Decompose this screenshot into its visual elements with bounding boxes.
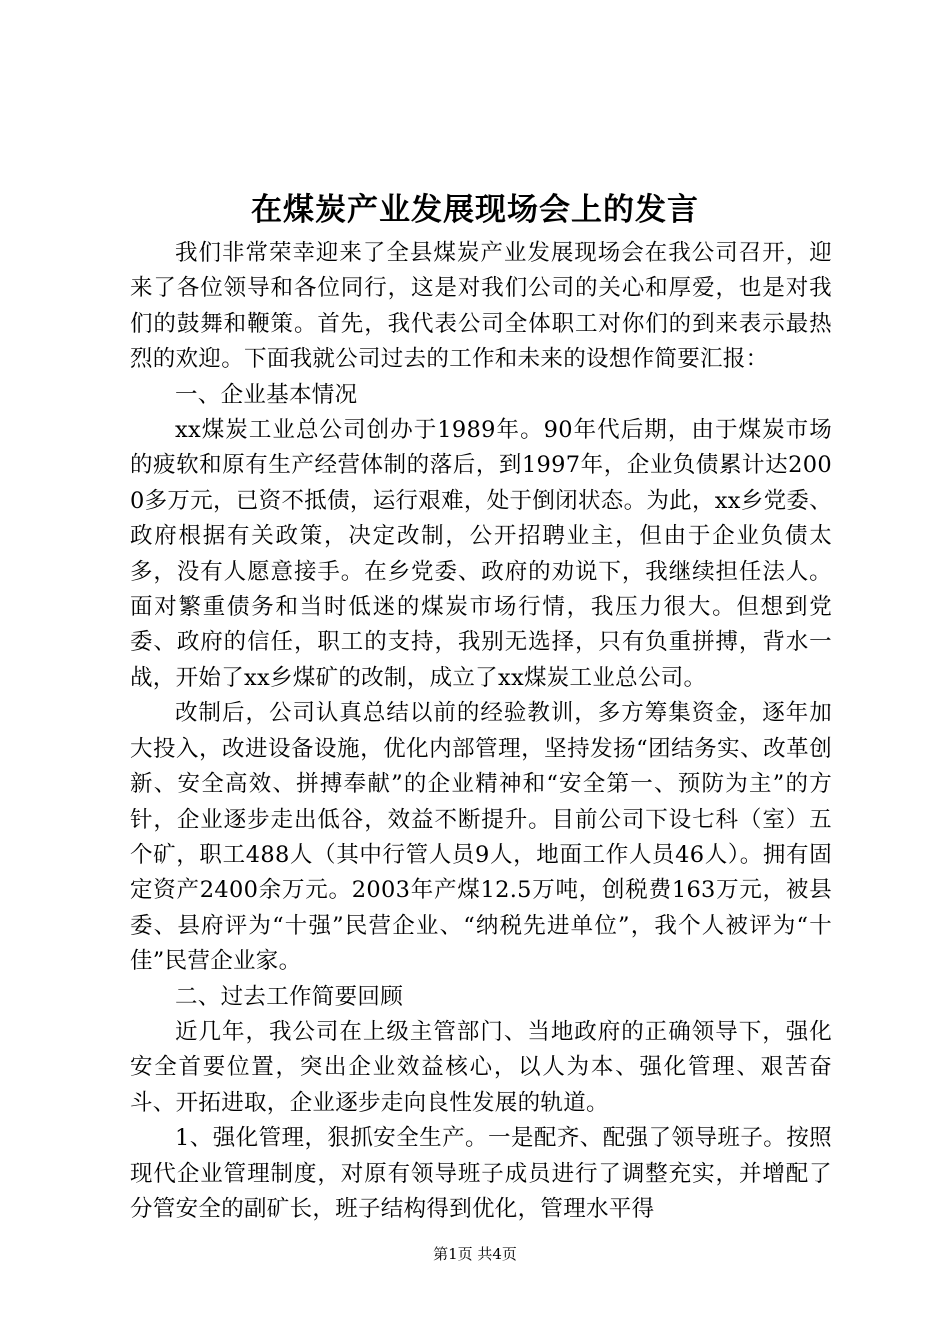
body-paragraph: 1、强化管理，狠抓安全生产。一是配齐、配强了领导班子。按照现代企业管理制度，对原有领导班子成员进行了调整充实，并增配了分管安全的副矿长，班子结构得到优化，管理水平得 bbox=[130, 1125, 832, 1222]
body-paragraph: xx煤炭工业总公司创办于1989年。90年代后期，由于煤炭市场的疲软和原有生产经营体制的落后，到1997年，企业负债累计达2000多万元，已资不抵债，运行艰难，处于倒闭状态。为此，xx乡党委、政府根据有关政策，决定改制，公开招聘业主，但由于企业负债太多，没有人愿意接手。在乡党委、政府的劝说下，我继续担任法人。面对繁重债务和当时低迷的煤炭市场行情，我压力很大。但想到党委、政府的信任，职工的支持，我别无选择，只有负重拼搏，背水一战，开始了xx乡煤矿的改制，成立了xx煤炭工业总公司。 bbox=[130, 417, 832, 691]
body-paragraph: 近几年，我公司在上级主管部门、当地政府的正确领导下，强化安全首要位置，突出企业效益核心，以人为本、强化管理、艰苦奋斗、开拓进取，企业逐步走向良性发展的轨道。 bbox=[130, 1018, 832, 1116]
section-heading-1: 一、企业基本情况 bbox=[175, 381, 358, 408]
document-title: 在煤炭产业发展现场会上的发言 bbox=[251, 192, 699, 228]
document-body bbox=[130, 236, 832, 1227]
body-paragraph: 改制后，公司认真总结以前的经验教训，多方筹集资金，逐年加大投入，改进设备设施，优化内部管理，坚持发扬“团结务实、改革创新、安全高效、拼搏奉献”的企业精神和“安全第一、预防为主”的方针，企业逐步走出低谷，效益不断提升。目前公司下设七科（室）五个矿，职工488人（其中行管人员9人，地面工作人员46人）。拥有固定资产2400余万元。2003年产煤12.5万吨，创税费163万元，被县委、县府评为“十强”民营企业、“纳税先进单位”，我个人被评为“十佳”民营企业家。 bbox=[130, 700, 832, 975]
page-footer: 第1页 共4页 bbox=[433, 1245, 517, 1263]
intro-paragraph: 我们非常荣幸迎来了全县煤炭产业发展现场会在我公司召开，迎来了各位领导和各位同行，这是对我们公司的关心和厚爱，也是对我们的鼓舞和鞭策。首先，我代表公司全体职工对你们的到来表示最热烈的欢迎。下面我就公司过去的工作和未来的设想作简要汇报： bbox=[130, 240, 832, 373]
section-heading-2: 二、过去工作简要回顾 bbox=[175, 983, 404, 1010]
